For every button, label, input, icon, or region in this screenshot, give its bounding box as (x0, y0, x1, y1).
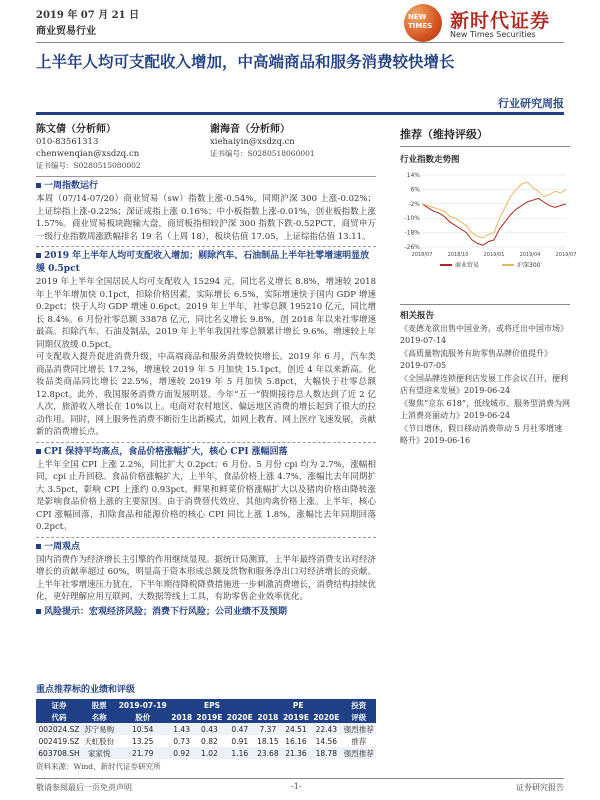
section-paragraph: 本周（07/14-07/20）商业贸易（sw）指数上涨-0.54%，同期沪深 300 上涨-0.02%；上证综指上涨-0.22%；深证成指上涨 0.16%；中小板指数上涨-0.01%，创业板指数上涨 1.57%。商业贸易板块跑输大盘，商贸板指相较沪深 300 指数下跌-0.52PCT，商贸申万一级行业指数周涨跌幅排名 19 名（上周 18），板块估值 17.05，上证综指估值 13.11。 (36, 194, 376, 242)
table-cell: 22.43 (315, 724, 338, 734)
y-tick-label: 6% (410, 186, 420, 194)
index-trend-chart (400, 169, 577, 274)
recommend-table-block (36, 684, 376, 772)
section-paragraph: 可支配收入提升促进消费升级，中高端商品和服务消费较快增长。2019 年 6 月，汽车类商品消费同比增长 17.2%，增速较 2019 年 5 月加快 15.1pct，创近 4 年以来新高。化妆品类商品同比增长 22.5%，增速较 2019 年 5 月加快 5.8pct，大幅快于社零总额 12.8pct。此外，我国服务消费方面发展明显。今年“五一”假期接待总人数达到了近 2 亿人次，旅游收入增长在 10%以上。电商对农村地区、偏远地区消费的增长起到了很大的拉动作用。同时，网上服务性消费不断衍生出新模式，如网上教育、网上医疗飞速发展，贡献新的消费增长点。 (36, 352, 377, 437)
table-cell: 推荐 (351, 736, 367, 746)
table-row (36, 723, 376, 735)
y-tick-label: -10% (404, 215, 420, 223)
table-cell: 1.16 (231, 748, 249, 758)
footer-disclaimer[interactable]: 敬请参阅最后一页免责声明 (36, 783, 132, 792)
analyst-2 (210, 124, 370, 160)
x-tick-label: 2018/10 (447, 252, 469, 258)
table-cell: 0.47 (231, 724, 249, 734)
table-cell: 强烈推荐 (343, 748, 374, 758)
related-report-item[interactable]: 《高质量物流服务有助零售品牌价值提升》2019-07-05 (400, 349, 552, 370)
table-cell: 苏宁易购 (84, 724, 115, 734)
table-cell: 家家悦 (87, 748, 111, 758)
table-cell: 21.36 (285, 748, 307, 758)
analyst-cert: 证书编号：S0280518060001 (210, 149, 315, 158)
recommend-table (36, 699, 376, 759)
series-line-0 (422, 198, 566, 245)
analyst-name: 陈文倩（分析师） (36, 124, 116, 135)
table-cell: 0.82 (201, 736, 218, 746)
table-cell: 23.68 (257, 748, 279, 758)
table-cell: 0.73 (173, 736, 190, 746)
analyst-1 (36, 124, 196, 172)
table-cell: 21.79 (131, 748, 154, 758)
section-heading: 一周指数运行 (36, 180, 376, 193)
table-header-row: 证券 股票 2019-07-19 EPS PE 投资 (36, 699, 376, 711)
industry-name: 商业贸易行业 (36, 26, 96, 37)
table-cell: 1.02 (201, 748, 218, 758)
related-heading: 相关报告 (400, 311, 435, 321)
table-cell: 0.91 (231, 736, 249, 746)
analyst-phone: 010-83561313 (36, 137, 99, 147)
table-cell: 天虹股份 (84, 736, 115, 746)
section-paragraph: 国内消费作为经济增长主引擎的作用继续显现。据统计局测算，上半年最终消费支出对经济增长的贡献率超过 60%，明显高于资本形成总额及货物和服务净出口对经济增长的贡献。上半年社零增速压力犹在，下半年期待降税降费措施进一步刺激消费增长，消费结构持续优化，更好理解应用互联网、大数据等线上工具，有助零售企业效率优化。 (36, 554, 377, 602)
y-tick-label: -26% (404, 244, 420, 251)
risk-warning: 风险提示：宏观经济风险；消费下行风险；公司业绩不及预期 (36, 606, 376, 619)
table-cell: 16.16 (285, 736, 307, 746)
chart-title: 行业指数走势图 (400, 155, 460, 165)
x-tick-label: 2018/07 (411, 252, 433, 258)
sidebar (400, 126, 577, 446)
footer-doc-type: 证券研究报告 (516, 783, 564, 792)
analyst-name: 谢海音（分析师） (210, 124, 290, 135)
section-heading: 2019 年上半年人均可支配收入增加；剔除汽车、石油制品上半年社零增速明显放缓 0.5pct (36, 251, 370, 274)
related-report-item[interactable]: 《全国品牌连锁便利店发展工作会议召开，便利店有望迎来发展》2019-06-24 (400, 374, 568, 395)
x-tick-label: 2019/01 (483, 252, 505, 258)
x-tick-label: 2019/07 (555, 252, 577, 258)
table-cell: 强烈推荐 (343, 724, 374, 734)
section-heading: CPI 保持平均高点，食品价格涨幅扩大，核心 CPI 涨幅回落 (36, 446, 376, 459)
table-cell: 002024.SZ (38, 724, 80, 734)
analyst-email[interactable]: chenwenqian@xsdzq.cn (36, 149, 140, 159)
report-title: 上半年人均可支配收入增加，中高端商品和服务消费较快增长 (36, 52, 455, 71)
section-heading: 一周观点 (36, 541, 376, 554)
table-cell: 14.56 (315, 736, 338, 746)
section-paragraph: 2019 年上半年全国居民人均可支配收入 15294 元，同比名义增长 8.8%，增速较 2018 年上半年增加快 0.1pct，扣除价格因素，实际增长 6.5%，实际增速快于国内 GDP 增速 0.2pct；快于人均 GDP 增速 0.6pct。2019 年上半年，社零总额 195210 亿元，同比增长 8.4%。6 月份社零总额 33878 亿元，同比名义增长 9.8%，创 2018 年以来社零增速最高。扣除汽车、石油及制品，2019 年上半年我国社零总额累计增长 9.6%，增速较上年同期仅放缓 0.5pct。 (36, 277, 376, 350)
logo-en: New Times Securities (450, 30, 536, 39)
series-line-1 (422, 182, 566, 238)
report-type: 行业研究周报 (498, 97, 564, 110)
footer-divider (36, 778, 564, 779)
table-cell: 1.43 (173, 724, 190, 734)
table-cell: 0.92 (173, 748, 190, 758)
legend-label: 商业贸易 (455, 262, 480, 269)
title-divider (36, 112, 564, 115)
company-logo (404, 4, 594, 44)
table-source: 资料来源：Wind，新时代证券研究所 (36, 762, 161, 771)
table-header-row: 代码 名称 股价 2018 2019E 2020E 2018 2019E 2020E 评级 (36, 711, 376, 723)
page-number: -1- (291, 782, 302, 791)
analyst-cert: 证书编号：S0280515080002 (36, 161, 141, 170)
table-title: 重点推荐标的业绩和评级 (36, 685, 136, 695)
table-cell: 18.78 (315, 748, 338, 758)
table-row (36, 735, 376, 747)
table-cell: 18.15 (257, 736, 279, 746)
table-cell: 7.37 (259, 724, 277, 734)
table-cell: 0.43 (201, 724, 218, 734)
analyst-email[interactable]: xiehaiyin@xsdzq.cn (210, 137, 295, 147)
related-report-item[interactable]: 《节日增休，假日移动消费带动 5 月社零增速略升》2019-06-16 (400, 424, 563, 445)
related-list (400, 323, 570, 446)
logo-mark: NEW TIMES (404, 4, 442, 42)
related-report-item[interactable]: 《麦德龙欲出售中国业务，或将迁出中国市场》2019-07-14 (400, 324, 568, 345)
y-tick-label: -2% (408, 200, 420, 208)
table-cell: 603708.SH (38, 748, 80, 758)
main-body (36, 178, 376, 619)
rating: 推荐（维持评级） (400, 128, 488, 141)
section-paragraph: 上半年全国 CPI 上涨 2.2%，同比扩大 0.2pct；6 月份、5 月份 cpi 均为 2.7%，涨幅相同，cpi 止升回稳。食品价格涨幅扩大，上半年，食品价格上涨 4.7%，涨幅比去年同期扩大 3.5pct，影响 CPI 上涨约 0.93pct。鲜果和鲜菜价格涨幅扩大以及猪肉价格由降转涨是影响食品价格上涨的主要原因。由于消费替代效应，其他肉禽价格上涨。上半年，核心 CPI 涨幅回落，扣除食品和能源价格的核心 CPI 同比上涨 1.8%，涨幅比去年同期回落 0.2pct。 (36, 459, 376, 532)
y-tick-label: 14% (406, 172, 420, 179)
logo-cn: 新时代证券 (450, 10, 551, 32)
table-row (36, 747, 376, 759)
table-cell: 10.54 (131, 724, 154, 734)
related-report-item[interactable]: 《聚焦“京东 618”，低线城市、服务型消费为网上消费亮丽动力》2019-06-24 (400, 399, 570, 420)
report-date: 2019 年 07 月 21 日 (36, 10, 140, 21)
analyst-divider (36, 176, 376, 177)
legend-label: 沪深300 (517, 262, 541, 269)
x-tick-label: 2019/04 (519, 252, 541, 258)
table-cell: 24.51 (285, 724, 307, 734)
y-tick-label: -18% (404, 229, 420, 237)
table-cell: 13.25 (131, 736, 154, 746)
table-cell: 002419.SZ (38, 736, 80, 746)
header-divider (36, 42, 564, 43)
